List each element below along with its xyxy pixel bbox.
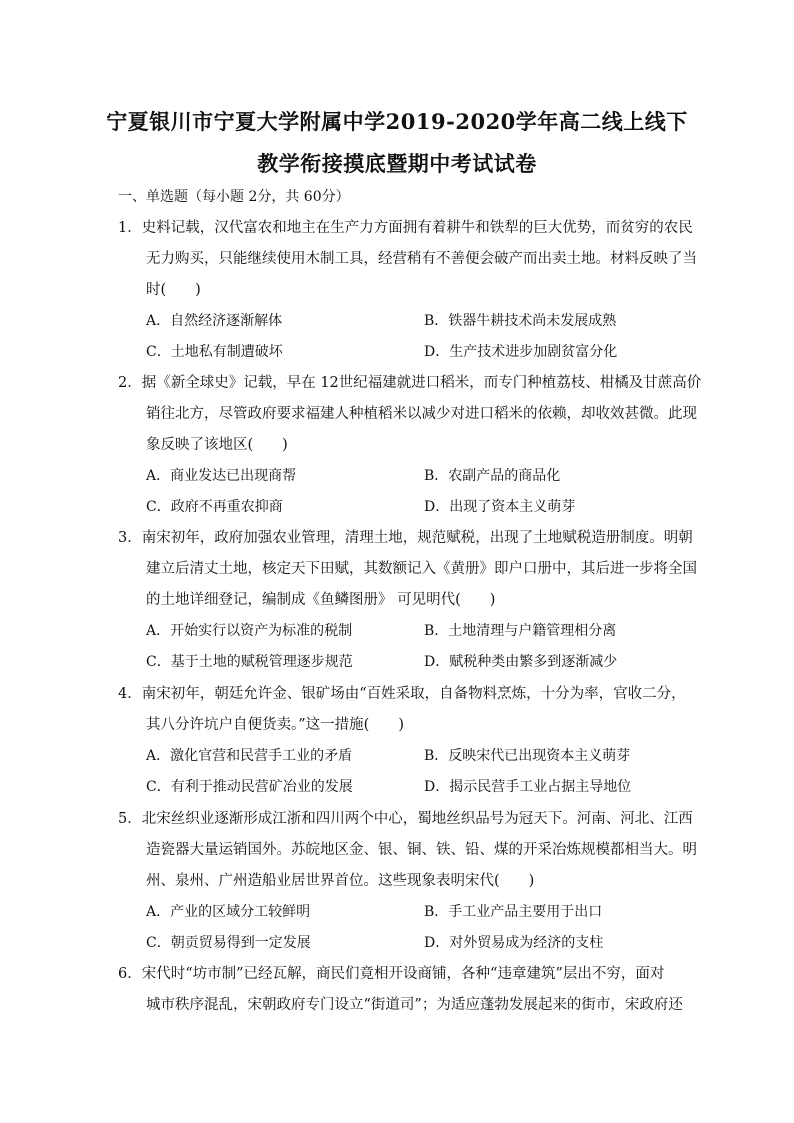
question-1-option-a: A．自然经济逐渐解体 xyxy=(146,313,283,329)
question-5-option-a: A．产业的区域分工较鲜明 xyxy=(146,904,311,920)
question-2-option-a: A．商业发达已出现商帮 xyxy=(146,468,297,484)
question-3-line-1: 3．南宋初年，政府加强农业管理，清理土地，规范赋税，出现了土地赋税造册制度。明朝 xyxy=(118,530,693,546)
question-1-line-1: 1．史料记载，汉代富农和地主在生产力方面拥有着耕牛和铁犁的巨大优势，而贫穷的农民 xyxy=(118,220,693,236)
question-3-option-b: B．土地清理与户籍管理相分离 xyxy=(424,623,617,639)
section-heading: 一、单选题（每小题 2分，共 60分） xyxy=(118,189,350,205)
question-6-line-2: 城市秩序混乱，宋朝政府专门设立“街道司”；为适应蓬勃发展起来的街市，宋政府还 xyxy=(146,997,683,1013)
question-3-line-3: 的土地详细登记，编制成《鱼鳞图册》 可见明代( ) xyxy=(146,592,496,608)
question-4-line-2: 其八分许坑户自便货卖。”这一措施( ) xyxy=(146,717,404,733)
question-3-line-2: 建立后清丈土地，核定天下田赋，其数额记入《黄册》即户口册中，其后进一步将全国 xyxy=(146,561,697,577)
question-1-option-b: B．铁器牛耕技术尚未发展成熟 xyxy=(424,313,617,329)
question-5-line-2: 造瓷器大量运销国外。苏皖地区金、银、铜、铁、铅、煤的开采冶炼规模都相当大。明 xyxy=(146,842,697,858)
question-2-option-c: C．政府不再重农抑商 xyxy=(146,499,283,515)
question-5-option-c: C．朝贡贸易得到一定发展 xyxy=(146,935,311,951)
question-2-option-b: B．农副产品的商品化 xyxy=(424,468,561,484)
question-1-option-d: D．生产技术进步加剧贫富分化 xyxy=(424,344,618,360)
question-2-option-d: D．出现了资本主义萌芽 xyxy=(424,499,576,515)
question-2-line-1: 2．据《新全球史》记载，早在 12世纪福建就进口稻米，而专门种植荔枝、柑橘及甘蔗高价 xyxy=(118,375,702,391)
question-5-option-b: B．手工业产品主要用于出口 xyxy=(424,904,603,920)
question-4-option-c: C．有利于推动民营矿冶业的发展 xyxy=(146,779,353,795)
exam-title-line-2: 教学衔接摸底暨期中考试试卷 xyxy=(257,151,537,176)
exam-title-line-1: 宁夏银川市宁夏大学附属中学2019-2020学年高二线上线下 xyxy=(106,109,688,134)
question-1-line-2: 无力购买，只能继续使用木制工具，经营稍有不善便会破产而出卖土地。材料反映了当 xyxy=(146,251,697,267)
question-2-line-3: 象反映了该地区( ) xyxy=(146,437,288,453)
question-4-option-a: A．激化官营和民营手工业的矛盾 xyxy=(146,748,353,764)
question-2-line-2: 销往北方，尽管政府要求福建人种植稻米以减少对进口稻米的依赖，却收效甚微。此现 xyxy=(146,406,697,422)
question-4-option-d: D．揭示民营手工业占据主导地位 xyxy=(424,779,632,795)
question-3-option-a: A．开始实行以资产为标准的税制 xyxy=(146,623,353,639)
question-5-option-d: D．对外贸易成为经济的支柱 xyxy=(424,935,604,951)
question-5-line-3: 州、泉州、广州造船业居世界首位。这些现象表明宋代( ) xyxy=(146,873,535,889)
question-3-option-d: D．赋税种类由繁多到逐渐减少 xyxy=(424,654,618,670)
question-4-option-b: B．反映宋代已出现资本主义萌芽 xyxy=(424,748,631,764)
question-6-line-1: 6．宋代时“坊市制”已经瓦解，商民们竟相开设商铺，各种“违章建筑”层出不穷，面对 xyxy=(118,966,665,982)
question-5-line-1: 5．北宋丝织业逐渐形成江浙和四川两个中心，蜀地丝织品号为冠天下。河南、河北、江西 xyxy=(118,811,693,827)
question-3-option-c: C．基于土地的赋税管理逐步规范 xyxy=(146,654,353,670)
question-1-line-3: 时( ) xyxy=(146,282,201,298)
question-4-line-1: 4．南宋初年，朝廷允许金、银矿场由“百姓采取，自备物料烹炼，十分为率，官收二分， xyxy=(118,686,686,702)
question-1-option-c: C．土地私有制遭破坏 xyxy=(146,344,283,360)
